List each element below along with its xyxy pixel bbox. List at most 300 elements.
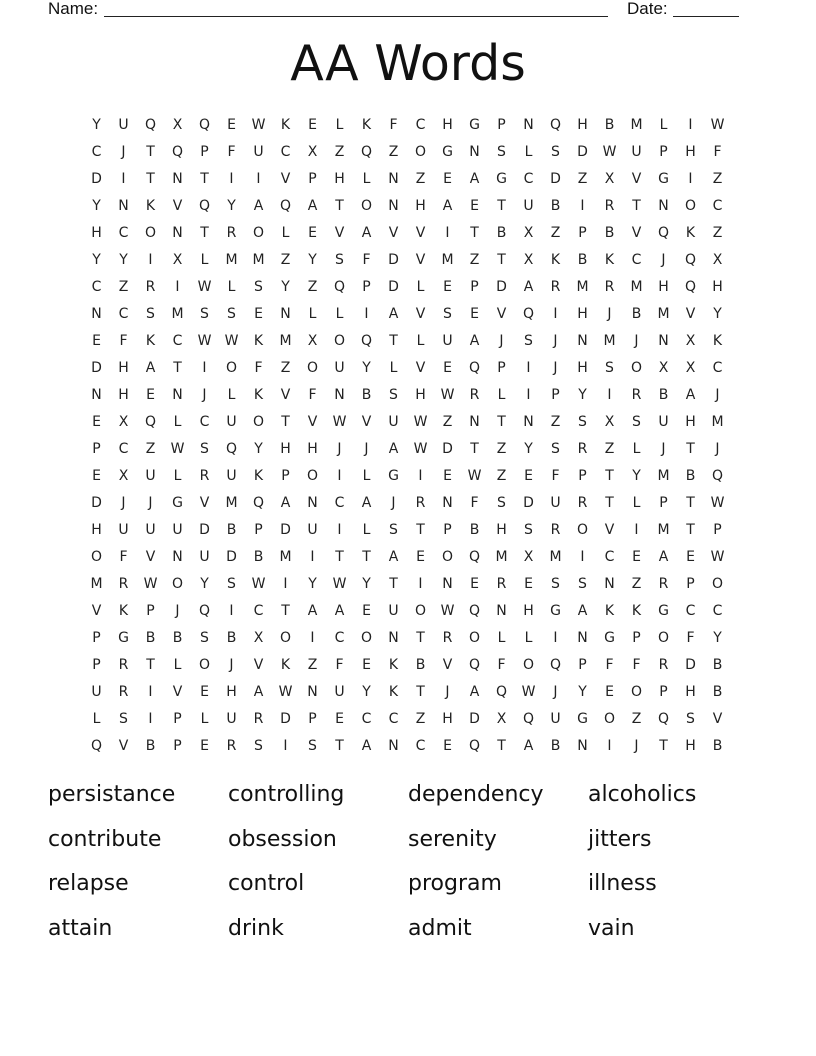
- grid-letter: C: [712, 602, 723, 619]
- grid-letter: A: [253, 683, 264, 700]
- grid-letter: V: [712, 710, 723, 727]
- grid-letter: H: [685, 737, 696, 754]
- grid-letter: H: [280, 440, 291, 457]
- grid-letter: I: [580, 548, 585, 565]
- grid-letter: V: [415, 224, 426, 241]
- grid-letter: U: [226, 467, 237, 484]
- grid-letter: X: [604, 413, 615, 430]
- grid-letter: X: [307, 143, 318, 160]
- grid-letter: B: [550, 197, 561, 214]
- grid-letter: I: [553, 305, 558, 322]
- grid-letter: N: [307, 683, 318, 700]
- word-bank-item: vain: [588, 915, 635, 941]
- grid-letter: L: [497, 386, 506, 403]
- grid-letter: Q: [360, 332, 373, 349]
- grid-letter: K: [550, 251, 561, 268]
- grid-letter: R: [226, 224, 237, 241]
- grid-letter: Q: [711, 467, 724, 484]
- grid-letter: T: [686, 440, 695, 457]
- grid-letter: V: [280, 170, 291, 187]
- grid-letter: P: [308, 170, 317, 187]
- grid-letter: L: [173, 413, 182, 430]
- word-bank-item: dependency: [408, 782, 544, 807]
- grid-letter: O: [90, 548, 103, 565]
- grid-letter: L: [659, 116, 668, 133]
- grid-letter: T: [200, 170, 209, 187]
- grid-letter: J: [553, 359, 558, 376]
- grid-letter: N: [388, 629, 399, 646]
- grid-letter: W: [143, 575, 158, 592]
- grid-letter: T: [389, 575, 398, 592]
- grid-letter: U: [388, 602, 399, 619]
- grid-letter: M: [279, 548, 292, 565]
- grid-letter: R: [496, 575, 507, 592]
- grid-letter: V: [442, 656, 453, 673]
- grid-letter: B: [145, 629, 156, 646]
- grid-letter: M: [225, 251, 238, 268]
- grid-letter: H: [577, 305, 588, 322]
- grid-letter: D: [91, 494, 102, 511]
- grid-letter: B: [253, 548, 264, 565]
- grid-letter: P: [659, 683, 668, 700]
- grid-letter: L: [200, 251, 209, 268]
- grid-letter: N: [172, 224, 183, 241]
- grid-letter: I: [418, 575, 423, 592]
- grid-letter: O: [522, 656, 535, 673]
- grid-letter: X: [523, 251, 534, 268]
- grid-letter: Q: [495, 683, 508, 700]
- grid-letter: M: [495, 548, 508, 565]
- grid-letter: R: [550, 278, 561, 295]
- grid-letter: J: [607, 305, 612, 322]
- grid-letter: A: [469, 170, 480, 187]
- grid-letter: T: [335, 548, 344, 565]
- grid-letter: F: [497, 656, 506, 673]
- grid-letter: W: [440, 386, 455, 403]
- grid-letter: C: [685, 602, 696, 619]
- grid-letter: Z: [145, 440, 156, 457]
- grid-letter: F: [362, 251, 371, 268]
- grid-letter: V: [307, 413, 318, 430]
- grid-letter: C: [199, 413, 210, 430]
- grid-letter: S: [119, 710, 128, 727]
- grid-letter: Z: [604, 440, 615, 457]
- grid-letter: Q: [144, 116, 157, 133]
- grid-letter: W: [413, 440, 428, 457]
- grid-letter: A: [388, 548, 399, 565]
- grid-letter: Q: [198, 602, 211, 619]
- grid-letter: O: [225, 359, 238, 376]
- grid-letter: W: [197, 278, 212, 295]
- grid-letter: Z: [550, 224, 561, 241]
- grid-letter: M: [657, 521, 670, 538]
- grid-letter: V: [631, 170, 642, 187]
- grid-letter: W: [710, 494, 725, 511]
- grid-letter: I: [310, 548, 315, 565]
- grid-letter: W: [251, 116, 266, 133]
- grid-letter: P: [632, 629, 641, 646]
- grid-letter: W: [440, 602, 455, 619]
- grid-letter: H: [712, 278, 723, 295]
- grid-letter: B: [712, 683, 723, 700]
- grid-letter: N: [523, 116, 534, 133]
- grid-letter: W: [710, 116, 725, 133]
- word-bank-item: control: [228, 871, 305, 896]
- grid-letter: K: [280, 656, 291, 673]
- grid-letter: E: [443, 278, 452, 295]
- grid-letter: F: [605, 656, 614, 673]
- grid-letter: M: [711, 413, 724, 430]
- grid-letter: R: [658, 656, 669, 673]
- grid-letter: L: [632, 440, 641, 457]
- grid-letter: M: [171, 305, 184, 322]
- grid-letter: C: [172, 332, 183, 349]
- word-bank-item: jitters: [588, 826, 652, 852]
- grid-letter: L: [173, 656, 182, 673]
- name-label: Name:: [48, 0, 99, 18]
- grid-letter: O: [360, 629, 373, 646]
- grid-letter: D: [226, 548, 237, 565]
- grid-letter: D: [469, 710, 480, 727]
- grid-letter: F: [551, 467, 560, 484]
- grid-letter: R: [145, 278, 156, 295]
- grid-letter: I: [148, 710, 153, 727]
- grid-letter: C: [415, 737, 426, 754]
- grid-letter: E: [227, 116, 236, 133]
- grid-letter: T: [470, 440, 479, 457]
- grid-letter: T: [416, 521, 425, 538]
- grid-letter: L: [524, 143, 533, 160]
- grid-letter: J: [661, 251, 666, 268]
- grid-letter: U: [118, 521, 129, 538]
- grid-letter: W: [278, 683, 293, 700]
- grid-letter: E: [308, 116, 317, 133]
- grid-letter: O: [414, 143, 427, 160]
- grid-letter: S: [146, 305, 155, 322]
- word-bank-item: controlling: [228, 782, 345, 807]
- word-bank-item: obsession: [228, 826, 337, 852]
- grid-letter: S: [227, 305, 236, 322]
- grid-letter: L: [308, 305, 317, 322]
- grid-letter: X: [172, 116, 183, 133]
- grid-letter: O: [144, 224, 157, 241]
- grid-letter: F: [632, 656, 641, 673]
- word-bank-item: illness: [588, 871, 657, 896]
- grid-letter: N: [442, 494, 453, 511]
- grid-letter: O: [657, 629, 670, 646]
- grid-letter: E: [200, 683, 209, 700]
- grid-letter: B: [226, 629, 237, 646]
- grid-letter: Q: [549, 656, 562, 673]
- grid-letter: Y: [119, 251, 128, 268]
- grid-letter: A: [307, 602, 318, 619]
- grid-letter: B: [145, 737, 156, 754]
- grid-letter: R: [604, 278, 615, 295]
- grid-letter: N: [388, 737, 399, 754]
- grid-letter: Y: [281, 278, 290, 295]
- grid-letter: Y: [578, 386, 587, 403]
- grid-letter: E: [524, 467, 533, 484]
- grid-letter: W: [413, 413, 428, 430]
- grid-letter: C: [388, 710, 399, 727]
- grid-letter: S: [200, 440, 209, 457]
- grid-letter: E: [605, 683, 614, 700]
- grid-letter: V: [496, 305, 507, 322]
- grid-letter: P: [308, 710, 317, 727]
- grid-letter: I: [526, 386, 531, 403]
- grid-letter: S: [578, 413, 587, 430]
- grid-letter: A: [469, 332, 480, 349]
- grid-letter: E: [470, 305, 479, 322]
- grid-letter: X: [496, 710, 507, 727]
- grid-letter: D: [496, 278, 507, 295]
- grid-letter: J: [391, 494, 396, 511]
- grid-letter: H: [334, 170, 345, 187]
- word-bank-item: alcoholics: [588, 782, 697, 807]
- grid-letter: W: [602, 143, 617, 160]
- grid-letter: T: [686, 521, 695, 538]
- grid-letter: I: [688, 116, 693, 133]
- grid-letter: P: [578, 656, 587, 673]
- grid-letter: G: [388, 467, 399, 484]
- grid-letter: H: [442, 116, 453, 133]
- grid-letter: B: [604, 116, 615, 133]
- grid-letter: C: [280, 143, 291, 160]
- grid-letter: U: [334, 683, 345, 700]
- grid-letter: Q: [468, 737, 481, 754]
- grid-letter: J: [337, 440, 342, 457]
- grid-letter: H: [577, 359, 588, 376]
- grid-letter: T: [497, 737, 506, 754]
- grid-letter: P: [497, 359, 506, 376]
- grid-letter: V: [118, 737, 129, 754]
- word-bank-item: admit: [408, 915, 472, 941]
- grid-letter: T: [146, 170, 155, 187]
- grid-letter: G: [118, 629, 129, 646]
- grid-letter: E: [308, 224, 317, 241]
- grid-letter: C: [712, 359, 723, 376]
- grid-letter: W: [332, 413, 347, 430]
- grid-letter: V: [280, 386, 291, 403]
- grid-letter: Z: [496, 440, 507, 457]
- grid-letter: U: [658, 413, 669, 430]
- grid-letter: N: [91, 305, 102, 322]
- grid-letter: T: [470, 224, 479, 241]
- grid-letter: K: [253, 332, 264, 349]
- grid-letter: L: [416, 332, 425, 349]
- grid-letter: W: [170, 440, 185, 457]
- grid-letter: O: [630, 683, 643, 700]
- grid-letter: I: [175, 278, 180, 295]
- grid-letter: F: [227, 143, 236, 160]
- grid-letter: V: [199, 494, 210, 511]
- grid-letter: X: [685, 359, 696, 376]
- grid-letter: C: [361, 710, 372, 727]
- grid-letter: F: [686, 629, 695, 646]
- word-bank-item: relapse: [48, 871, 129, 896]
- grid-letter: R: [604, 197, 615, 214]
- grid-letter: S: [200, 305, 209, 322]
- grid-letter: P: [578, 467, 587, 484]
- grid-letter: I: [148, 683, 153, 700]
- grid-letter: J: [175, 602, 180, 619]
- grid-letter: M: [252, 251, 265, 268]
- grid-letter: B: [604, 224, 615, 241]
- grid-letter: J: [553, 332, 558, 349]
- grid-letter: H: [658, 278, 669, 295]
- grid-letter: C: [118, 224, 129, 241]
- grid-letter: O: [333, 332, 346, 349]
- grid-letter: R: [442, 629, 453, 646]
- grid-letter: N: [118, 197, 129, 214]
- grid-letter: B: [631, 305, 642, 322]
- grid-letter: S: [497, 143, 506, 160]
- grid-letter: E: [632, 548, 641, 565]
- grid-letter: X: [523, 548, 534, 565]
- grid-letter: Y: [362, 683, 371, 700]
- grid-letter: R: [226, 737, 237, 754]
- grid-letter: U: [523, 197, 534, 214]
- grid-letter: L: [524, 629, 533, 646]
- grid-letter: S: [524, 332, 533, 349]
- grid-letter: E: [443, 737, 452, 754]
- grid-letter: P: [659, 143, 668, 160]
- grid-letter: M: [279, 332, 292, 349]
- grid-letter: K: [253, 467, 264, 484]
- grid-letter: A: [523, 278, 534, 295]
- grid-letter: D: [550, 170, 561, 187]
- grid-letter: V: [604, 521, 615, 538]
- grid-letter: K: [388, 683, 399, 700]
- grid-letter: V: [172, 683, 183, 700]
- grid-letter: U: [550, 710, 561, 727]
- grid-letter: D: [685, 656, 696, 673]
- grid-letter: D: [280, 521, 291, 538]
- grid-letter: V: [172, 197, 183, 214]
- grid-letter: U: [334, 359, 345, 376]
- name-field-line[interactable]: [104, 16, 608, 17]
- grid-letter: X: [172, 251, 183, 268]
- grid-letter: N: [658, 332, 669, 349]
- grid-letter: H: [91, 521, 102, 538]
- grid-letter: V: [415, 359, 426, 376]
- grid-letter: L: [362, 467, 371, 484]
- grid-letter: O: [360, 197, 373, 214]
- grid-letter: I: [337, 521, 342, 538]
- grid-letter: S: [551, 440, 560, 457]
- grid-letter: O: [252, 224, 265, 241]
- grid-letter: N: [658, 197, 669, 214]
- grid-letter: A: [145, 359, 156, 376]
- grid-letter: Y: [524, 440, 533, 457]
- grid-letter: F: [119, 548, 128, 565]
- grid-letter: R: [577, 440, 588, 457]
- grid-letter: C: [334, 494, 345, 511]
- grid-letter: W: [251, 575, 266, 592]
- grid-letter: Y: [362, 575, 371, 592]
- grid-letter: R: [577, 494, 588, 511]
- grid-letter: L: [497, 629, 506, 646]
- grid-letter: S: [443, 305, 452, 322]
- grid-letter: B: [361, 386, 372, 403]
- grid-letter: Y: [713, 629, 722, 646]
- grid-letter: V: [361, 413, 372, 430]
- grid-letter: Q: [468, 602, 481, 619]
- grid-letter: H: [91, 224, 102, 241]
- grid-letter: H: [496, 521, 507, 538]
- grid-letter: D: [577, 143, 588, 160]
- grid-letter: J: [715, 440, 720, 457]
- grid-letter: B: [496, 224, 507, 241]
- grid-letter: O: [252, 413, 265, 430]
- grid-letter: U: [145, 467, 156, 484]
- grid-letter: Z: [388, 143, 399, 160]
- grid-letter: E: [524, 575, 533, 592]
- date-field-line[interactable]: [673, 16, 739, 17]
- grid-letter: D: [199, 521, 210, 538]
- grid-letter: J: [634, 737, 639, 754]
- grid-letter: H: [226, 683, 237, 700]
- grid-letter: G: [658, 170, 669, 187]
- grid-letter: R: [469, 386, 480, 403]
- grid-letter: B: [685, 467, 696, 484]
- grid-letter: F: [119, 332, 128, 349]
- grid-letter: N: [280, 305, 291, 322]
- grid-letter: L: [173, 467, 182, 484]
- grid-letter: Q: [684, 251, 697, 268]
- grid-letter: H: [685, 413, 696, 430]
- grid-letter: N: [388, 170, 399, 187]
- grid-letter: S: [605, 359, 614, 376]
- grid-letter: Q: [225, 440, 238, 457]
- grid-letter: L: [362, 521, 371, 538]
- grid-letter: U: [172, 521, 183, 538]
- grid-letter: U: [118, 116, 129, 133]
- grid-letter: K: [118, 602, 129, 619]
- grid-letter: O: [684, 197, 697, 214]
- grid-letter: Q: [468, 656, 481, 673]
- grid-letter: W: [710, 548, 725, 565]
- grid-letter: K: [145, 197, 156, 214]
- grid-letter: S: [308, 737, 317, 754]
- grid-letter: N: [577, 737, 588, 754]
- grid-letter: O: [441, 548, 454, 565]
- grid-letter: E: [92, 332, 101, 349]
- grid-letter: E: [470, 197, 479, 214]
- grid-letter: X: [307, 332, 318, 349]
- grid-letter: K: [604, 251, 615, 268]
- grid-letter: T: [335, 737, 344, 754]
- grid-letter: B: [226, 521, 237, 538]
- grid-letter: B: [469, 521, 480, 538]
- grid-letter: X: [523, 224, 534, 241]
- grid-letter: W: [224, 332, 239, 349]
- grid-letter: A: [685, 386, 696, 403]
- grid-letter: U: [550, 494, 561, 511]
- grid-letter: L: [416, 278, 425, 295]
- grid-letter: M: [225, 494, 238, 511]
- grid-letter: Z: [415, 710, 426, 727]
- grid-letter: A: [469, 683, 480, 700]
- grid-letter: Z: [631, 575, 642, 592]
- grid-letter: T: [362, 548, 371, 565]
- grid-letter: A: [361, 737, 372, 754]
- grid-letter: H: [415, 386, 426, 403]
- grid-letter: V: [415, 251, 426, 268]
- grid-letter: I: [688, 170, 693, 187]
- grid-letter: T: [281, 413, 290, 430]
- grid-letter: Q: [657, 710, 670, 727]
